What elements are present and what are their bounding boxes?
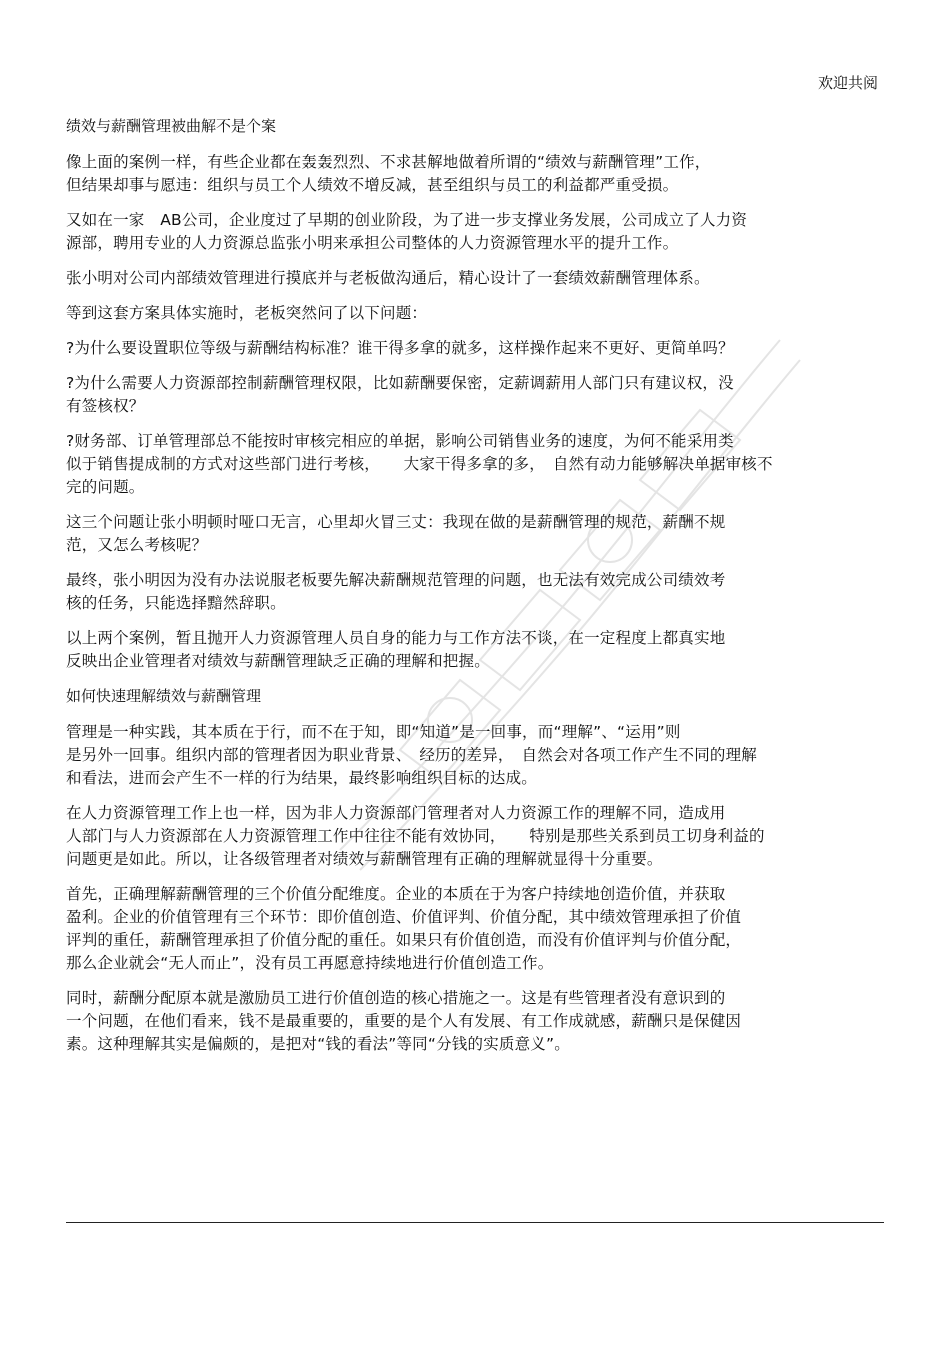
- paragraph: [66, 267, 870, 290]
- paragraph-line: ?为什么需要人力资源部控制薪酬管理权限，比如薪酬要保密，定薪调薪用人部门只有建议权，没: [66, 374, 734, 392]
- paragraph: [66, 337, 870, 360]
- paragraph-line: 最终，张小明因为没有办法说服老板要先解决薪酬规范管理的问题，也无法有效完成公司绩效考: [66, 571, 726, 589]
- paragraph-line: 同时，薪酬分配原本就是激励员工进行价值创造的核心措施之一。这是有些管理者没有意识到的: [66, 989, 726, 1007]
- paragraph-line: 像上面的案例一样，有些企业都在轰轰烈烈、不求甚解地做着所谓的“绩效与薪酬管理”工作，: [66, 153, 711, 171]
- paragraph-line: 以上两个案例，暂且抛开人力资源管理人员自身的能力与工作方法不谈，在一定程度上都真实地: [66, 629, 726, 647]
- paragraph-line: 又如在一家 AB公司，企业度过了早期的创业阶段，为了进一步支撑业务发展，公司成立了人力资: [66, 211, 748, 229]
- paragraph-line: 那么企业就会“无人而止”，没有员工再愿意持续地进行价值创造工作。: [66, 954, 554, 972]
- paragraph-line: ?财务部、订单管理部总不能按时审核完相应的单据，影响公司销售业务的速度，为何不能采用类: [66, 432, 734, 450]
- paragraph-line: 是另外一回事。组织内部的管理者因为职业背景、 经历的差异， 自然会对各项工作产生不同的理解: [66, 746, 758, 764]
- paragraph: [66, 802, 870, 871]
- paragraph-line: 范，又怎么考核呢？: [66, 536, 208, 554]
- paragraph: [66, 209, 870, 255]
- footer-rule: [66, 1222, 884, 1223]
- paragraph: [66, 627, 870, 673]
- paragraph-line: 人部门与人力资源部在人力资源管理工作中往往不能有效协同， 特别是那些关系到员工切身利益的: [66, 827, 765, 845]
- paragraph-group-1: [66, 151, 870, 673]
- paragraph-line: 但结果却事与愿违：组织与员工个人绩效不增反减，甚至组织与员工的利益都严重受损。: [66, 176, 679, 194]
- paragraph-group-2: [66, 721, 870, 1056]
- paragraph: [66, 302, 870, 325]
- paragraph-line: 有签核权？: [66, 397, 145, 415]
- document-body: [66, 115, 870, 1068]
- paragraph-line: 在人力资源管理工作上也一样，因为非人力资源部门管理者对人力资源工作的理解不同，造成用: [66, 804, 726, 822]
- paragraph-line: 评判的重任，薪酬管理承担了价值分配的重任。如果只有价值创造，而没有价值评判与价值分配，: [66, 931, 742, 949]
- paragraph-line: 核的任务，只能选择黯然辞职。: [66, 594, 286, 612]
- paragraph-line: 张小明对公司内部绩效管理进行摸底并与老板做沟通后，精心设计了一套绩效薪酬管理体系。: [66, 269, 710, 287]
- paragraph-line: 素。这种理解其实是偏颇的，是把对“钱的看法”等同“分钱的实质意义”。: [66, 1035, 570, 1053]
- paragraph: [66, 511, 870, 557]
- paragraph-line: 和看法，进而会产生不一样的行为结果，最终影响组织目标的达成。: [66, 769, 538, 787]
- paragraph: [66, 721, 870, 790]
- section-heading: 如何快速理解绩效与薪酬管理: [66, 687, 262, 705]
- paragraph-line: ?为什么要设置职位等级与薪酬结构标准？谁干得多拿的就多，这样操作起来不更好、更简单吗？: [66, 339, 734, 357]
- paragraph-line: 问题更是如此。所以，让各级管理者对绩效与薪酬管理有正确的理解就显得十分重要。: [66, 850, 663, 868]
- paragraph-line: 首先，正确理解薪酬管理的三个价值分配维度。企业的本质在于为客户持续地创造价值，并获取: [66, 885, 726, 903]
- paragraph: [66, 987, 870, 1056]
- page-header-text: 欢迎共阅: [817, 74, 878, 92]
- paragraph-line: 源部，聘用专业的人力资源总监张小明来承担公司整体的人力资源管理水平的提升工作。: [66, 234, 679, 252]
- paragraph-line: 管理是一种实践，其本质在于行，而不在于知，即“知道”是一回事，而“理解”、“运用”则: [66, 723, 681, 741]
- paragraph-line: 这三个问题让张小明顿时哑口无言，心里却火冒三丈：我现在做的是薪酬管理的规范，薪酬不规: [66, 513, 726, 531]
- paragraph: [66, 569, 870, 615]
- paragraph: [66, 151, 870, 197]
- document-title: 绩效与薪酬管理被曲解不是个案: [66, 117, 277, 135]
- paragraph-line: 一个问题，在他们看来，钱不是最重要的，重要的是个人有发展、有工作成就感，薪酬只是保健因: [66, 1012, 742, 1030]
- paragraph: [66, 883, 870, 975]
- paragraph-line: 完的问题。: [66, 478, 145, 496]
- paragraph: [66, 372, 870, 418]
- paragraph-line: 等到这套方案具体实施时，老板突然问了以下问题：: [66, 304, 428, 322]
- paragraph: [66, 430, 870, 499]
- paragraph-line: 反映出企业管理者对绩效与薪酬管理缺乏正确的理解和把握。: [66, 652, 490, 670]
- paragraph-line: 似于销售提成制的方式对这些部门进行考核， 大家干得多拿的多， 自然有动力能够解决单据审核不: [66, 455, 773, 473]
- paragraph-line: 盈利。企业的价值管理有三个环节：即价值创造、价值评判、价值分配，其中绩效管理承担了价值: [66, 908, 742, 926]
